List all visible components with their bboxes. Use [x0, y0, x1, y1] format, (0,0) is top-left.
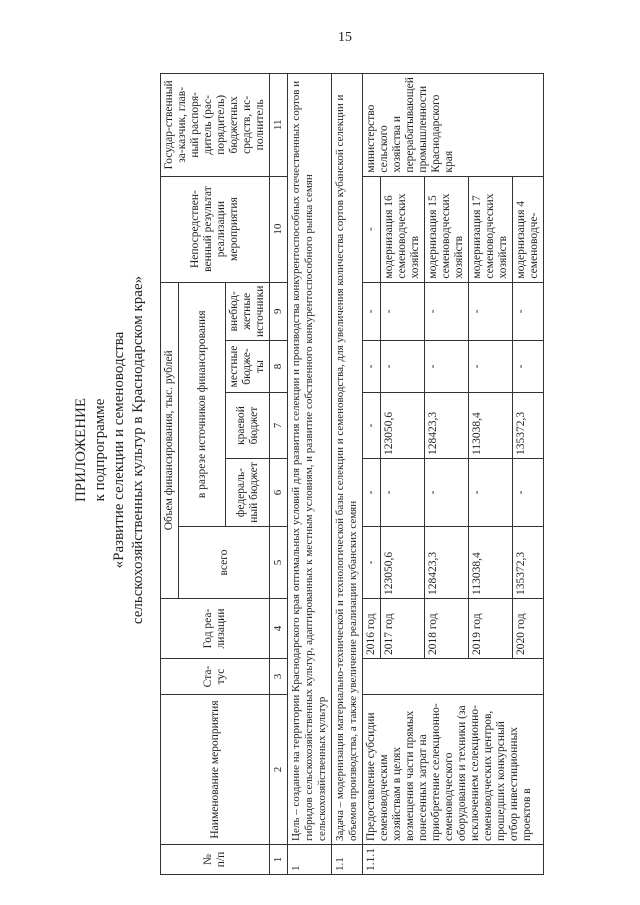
regional-cell: 113038,4: [469, 393, 513, 459]
header-regional: краевой бюджет: [226, 393, 270, 459]
goal-text: Цель – создание на территории Краснодарского края оптимальных условий для развития селекции и производства конкурентоспособных отечественных сортов и гибридов сельскохозяйственных культур, адаптированных к местным условиям, и развитие собственного конкурентоспособного рынка семян сельскохозяйственных культур: [288, 74, 332, 845]
offbudget-cell: -: [425, 282, 469, 340]
total-cell: 128423,3: [425, 527, 469, 599]
col-number: 11: [270, 74, 288, 176]
federal-cell: -: [381, 459, 425, 527]
header-federal: федераль-ный бюджет: [226, 459, 270, 527]
header-name: Наименование мероприятия: [161, 695, 270, 845]
header-num: № п/п: [161, 845, 270, 875]
col-number: 6: [270, 459, 288, 527]
item-name: Предоставление субсидии семеноводческим хозяйствам в целях возмещения части прямых понесенных затрат на приобретение селекционно-семеноводческого оборудования и техники (за исключением селекционно-семеноводческих центров, прошедших конкурсный отбор инвестиционных проектов в: [363, 695, 544, 845]
col-number: 4: [270, 599, 288, 659]
federal-cell: -: [425, 459, 469, 527]
appendix-header: [72, 55, 148, 845]
federal-cell: -: [363, 459, 381, 527]
goal-row: [288, 74, 332, 875]
activities-table: [160, 73, 544, 875]
appendix-title: ПРИЛОЖЕНИЕ: [73, 397, 89, 503]
col-number: 2: [270, 695, 288, 845]
year-cell: 2020 год: [513, 599, 544, 659]
col-number: 9: [270, 282, 288, 340]
goal-number: 1: [288, 845, 332, 875]
col-number: 10: [270, 176, 288, 282]
result-cell: модернизация 15 семеноводческих хозяйств: [425, 176, 469, 282]
header-status: Ста-тус: [161, 659, 270, 695]
regional-cell: 128423,3: [425, 393, 469, 459]
total-cell: 113038,4: [469, 527, 513, 599]
header-result: Непосредствен-венный результат реализации мероприятия: [161, 176, 270, 282]
year-cell: 2019 год: [469, 599, 513, 659]
page-number: 15: [338, 30, 352, 45]
header-year: Год реа-лизации: [161, 599, 270, 659]
column-numbers-row: [270, 74, 288, 875]
total-cell: 123050,6: [381, 527, 425, 599]
task-text: Задача – модернизация материально-технической и технологической базы селекции и семеноводства, для увеличения количества сортов кубанской селекции и объемов производства, а также увеличение реализации кубанских семян: [332, 74, 363, 845]
col-number: 1: [270, 845, 288, 875]
regional-cell: 135372,3: [513, 393, 544, 459]
table-row: [363, 74, 381, 875]
col-number: 5: [270, 527, 288, 599]
col-number: 3: [270, 659, 288, 695]
year-cell: 2017 год: [381, 599, 425, 659]
total-cell: -: [363, 527, 381, 599]
header-funding: Объем финансирования, тыс. рублей: [161, 282, 179, 598]
year-cell: 2018 год: [425, 599, 469, 659]
item-number: 1.1.1: [363, 845, 544, 875]
local-cell: -: [513, 341, 544, 393]
item-executor: министерство сельского хозяйства и перерабатывающей промышленности Краснодарского края: [363, 74, 544, 176]
federal-cell: -: [513, 459, 544, 527]
result-cell: модернизация 17 семеноводческих хозяйств: [469, 176, 513, 282]
result-cell: модернизация 4 семеноводче-: [513, 176, 544, 282]
header-local: местные бюдже-ты: [226, 341, 270, 393]
header-executor: Государ-ственный за-казчик, глав-ный распоря-дитель (рас-порядитель) бюджетных средств, ис-полнитель: [161, 74, 270, 176]
item-status: [363, 659, 544, 695]
local-cell: -: [363, 341, 381, 393]
local-cell: -: [425, 341, 469, 393]
appendix-subtitle-1: к подпрограмме: [92, 398, 108, 502]
total-cell: 135372,3: [513, 527, 544, 599]
header-by-sources: в разрезе источников финансирования: [179, 282, 226, 526]
offbudget-cell: -: [469, 282, 513, 340]
regional-cell: 123050,6: [381, 393, 425, 459]
year-cell: 2016 год: [363, 599, 381, 659]
header-offbudget: внебюд-жетные источники: [226, 282, 270, 340]
result-cell: -: [363, 176, 381, 282]
result-cell: модернизация 16 семеноводческих хозяйств: [381, 176, 425, 282]
local-cell: -: [381, 341, 425, 393]
header-row-1: [161, 74, 179, 875]
header-total: всего: [179, 527, 270, 599]
federal-cell: -: [469, 459, 513, 527]
task-number: 1.1: [332, 845, 363, 875]
local-cell: -: [469, 341, 513, 393]
col-number: 8: [270, 341, 288, 393]
col-number: 7: [270, 393, 288, 459]
appendix-subtitle-3: сельскохозяйственных культур в Краснодарском крае»: [130, 275, 146, 625]
offbudget-cell: -: [363, 282, 381, 340]
regional-cell: -: [363, 393, 381, 459]
offbudget-cell: -: [513, 282, 544, 340]
appendix-subtitle-2: «Развитие селекции и семеноводства: [111, 331, 127, 569]
offbudget-cell: -: [381, 282, 425, 340]
task-row: [332, 74, 363, 875]
